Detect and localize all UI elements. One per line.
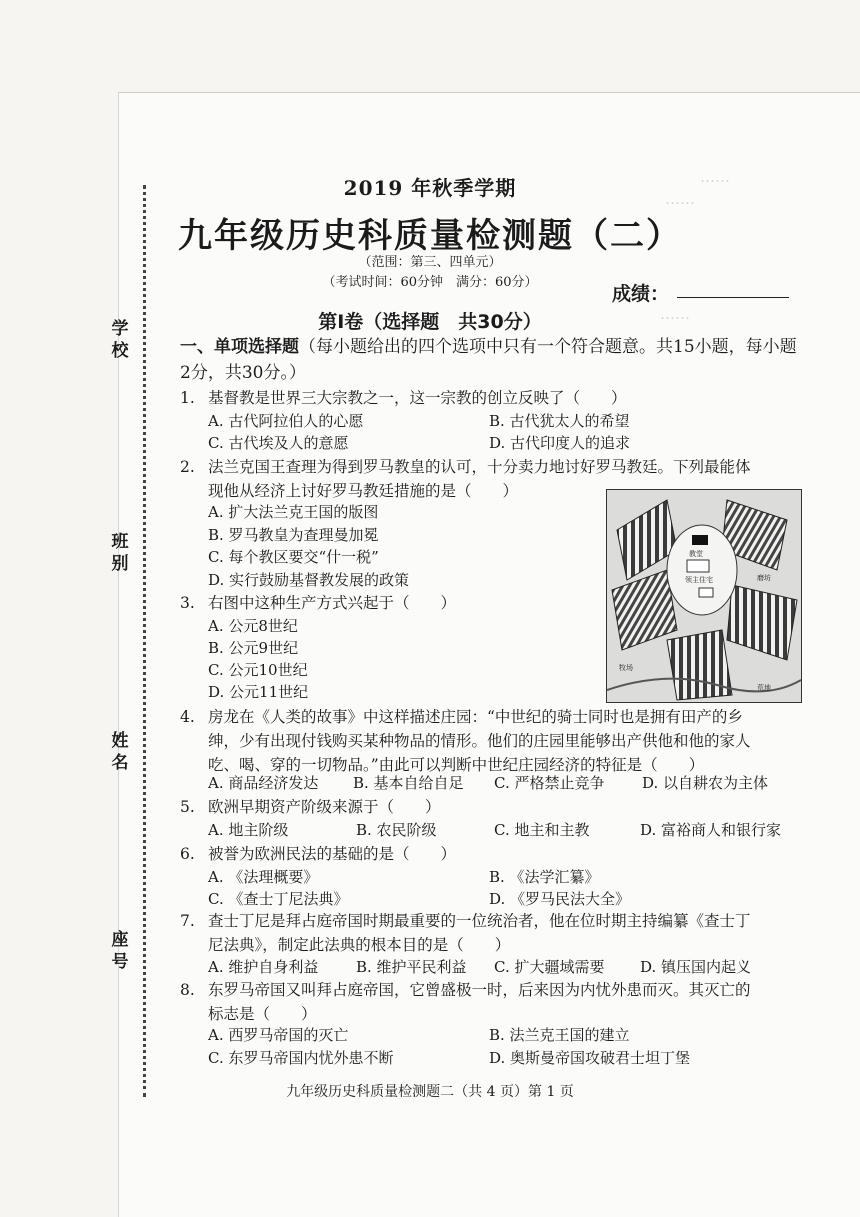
figure-label: 教堂 [689,550,703,558]
school-label: 学校 [111,319,129,361]
option-a[interactable]: A. 《法理概要》 [208,868,319,886]
option-b[interactable]: B. 维护平民利益 [356,958,467,976]
option-c[interactable]: C. 严格禁止竞争 [494,774,605,792]
question-stem-cont: 现他从经济上讨好罗马教廷措施的是（ ） [208,482,519,500]
question-3: 3. 右图中这种生产方式兴起于（ ） [180,594,457,612]
option-b[interactable]: B. 罗马教皇为查理曼加冕 [208,526,379,544]
question-7: 7. 查士丁尼是拜占庭帝国时期最重要的一位统治者，他在位时期主持编纂《查士丁 尼法典》，制定此法典的根本目的是（ ） [180,912,751,954]
section-heading: 一、单项选择题 [180,337,299,357]
manor-map-figure [606,489,802,703]
question-6: 6. 被誉为欧洲民法的基础的是（ ） [180,845,457,863]
exam-info: （考试时间：60分钟 满分：60分） [322,275,538,290]
section-note: （每小题给出的四个选项中只有一个符合题意。共15小题，每小题2分，共30分。） [180,337,797,383]
question-stem-cont: 绅，少有出现付钱购买某种物品的情形。他们的庄园里能够出产供他和他的家人 [208,732,751,750]
bleed-through-text: …… [665,190,695,208]
option-a[interactable]: A. 西罗马帝国的灭亡 [208,1026,349,1044]
question-2: 2. 法兰克国王查理为得到罗马教皇的认可，十分卖力地讨好罗马教廷。下列最能体 现他从经济上讨好罗马教廷措施的是（ ） [180,458,751,500]
option-c[interactable]: C. 扩大疆域需要 [494,958,605,976]
figure-label: 牧场 [619,664,633,672]
figure-label: 荒地 [757,684,771,692]
score-blank[interactable] [677,297,789,298]
seat-label: 座号 [111,930,129,972]
option-b[interactable]: B. 《法学汇纂》 [489,868,600,886]
question-stem-cont: 尼法典》，制定此法典的根本目的是（ ） [208,936,511,954]
section-instructions [180,334,800,386]
bleed-through-text: …… [700,168,730,186]
option-c[interactable]: C. 地主和主教 [494,821,590,839]
question-stem: 被誉为欧洲民法的基础的是（ ） [208,845,457,863]
question-stem: 基督教是世界三大宗教之一，这一宗教的创立反映了（ ） [208,389,627,407]
option-a[interactable]: A. 公元8世纪 [208,617,298,635]
option-d[interactable]: D. 以自耕农为主体 [642,774,769,792]
manor-map-image [607,490,801,702]
option-d[interactable]: D. 富裕商人和银行家 [640,821,782,839]
option-a[interactable]: A. 维护自身利益 [208,958,319,976]
bleed-through-text: …… [660,305,690,323]
question-stem: 法兰克国王查理为得到罗马教皇的认可，十分卖力地讨好罗马教廷。下列最能体 [208,458,751,476]
option-a[interactable]: A. 地主阶级 [208,821,289,839]
option-a[interactable]: A. 商品经济发达 [208,774,319,792]
exam-term: 2019 年秋季学期 [343,176,517,200]
option-b[interactable]: B. 公元9世纪 [208,639,299,657]
figure-label: 磨坊 [757,574,771,582]
option-d[interactable]: D. 《罗马民法大全》 [489,890,631,908]
option-a[interactable]: A. 古代阿拉伯人的心愿 [208,412,364,430]
option-d[interactable]: D. 奥斯曼帝国攻破君士坦丁堡 [489,1049,691,1067]
option-b[interactable]: B. 基本自给自足 [353,774,464,792]
question-5: 5. 欧洲早期资产阶级来源于（ ） [180,798,441,816]
question-stem: 右图中这种生产方式兴起于（ ） [208,594,457,612]
exam-title: 九年级历史科质量检测题（二） [178,216,682,256]
question-stem: 欧洲早期资产阶级来源于（ ） [208,798,441,816]
part1-title: 第Ⅰ卷（选择题 共30分） [318,311,542,333]
option-d[interactable]: D. 镇压国内起义 [640,958,752,976]
option-a[interactable]: A. 扩大法兰克王国的版图 [208,503,379,521]
class-label: 班别 [111,532,129,574]
question-8: 8. 东罗马帝国又叫拜占庭帝国，它曾盛极一时，后来因为内忧外患而灭。其灭亡的 标志是（ ） [180,981,751,1023]
question-stem-cont: 标志是（ ） [208,1005,317,1023]
exam-scope: （范围：第三、四单元） [358,255,502,270]
option-b[interactable]: B. 古代犹太人的希望 [489,412,630,430]
question-4: 4. 房龙在《人类的故事》中这样描述庄园：“中世纪的骑士同时也是拥有田产的乡 绅，少有出现付钱购买某种物品的情形。他们的庄园里能够出产供他和他的家人 吃、喝、穿的一切物品。”由此可以判断中世纪庄园经济的特征是（ ） [180,708,751,774]
question-stem: 查士丁尼是拜占庭帝国时期最重要的一位统治者，他在位时期主持编纂《查士丁 [208,912,751,930]
name-label: 姓名 [111,731,129,773]
score-label: 成绩： [612,283,670,305]
option-b[interactable]: B. 农民阶级 [356,821,437,839]
option-c[interactable]: C. 古代埃及人的意愿 [208,434,349,452]
option-c[interactable]: C. 《查士丁尼法典》 [208,890,349,908]
option-d[interactable]: D. 实行鼓励基督教发展的政策 [208,571,410,589]
option-d[interactable]: D. 古代印度人的追求 [489,434,631,452]
figure-label: 领主住宅 [685,576,713,584]
option-c[interactable]: C. 每个教区要交“什一税” [208,548,379,566]
question-1: 1. 基督教是世界三大宗教之一，这一宗教的创立反映了（ ） [180,389,627,407]
option-c[interactable]: C. 东罗马帝国内忧外患不断 [208,1049,394,1067]
question-stem: 东罗马帝国又叫拜占庭帝国，它曾盛极一时，后来因为内忧外患而灭。其灭亡的 [208,981,751,999]
option-d[interactable]: D. 公元11世纪 [208,683,309,701]
page-footer: 九年级历史科质量检测题二（共 4 页）第 1 页 [286,1084,574,1100]
question-stem: 房龙在《人类的故事》中这样描述庄园：“中世纪的骑士同时也是拥有田产的乡 [208,708,743,726]
option-c[interactable]: C. 公元10世纪 [208,661,308,679]
question-stem-cont: 吃、喝、穿的一切物品。”由此可以判断中世纪庄园经济的特征是（ ） [208,756,705,774]
option-b[interactable]: B. 法兰克王国的建立 [489,1026,630,1044]
